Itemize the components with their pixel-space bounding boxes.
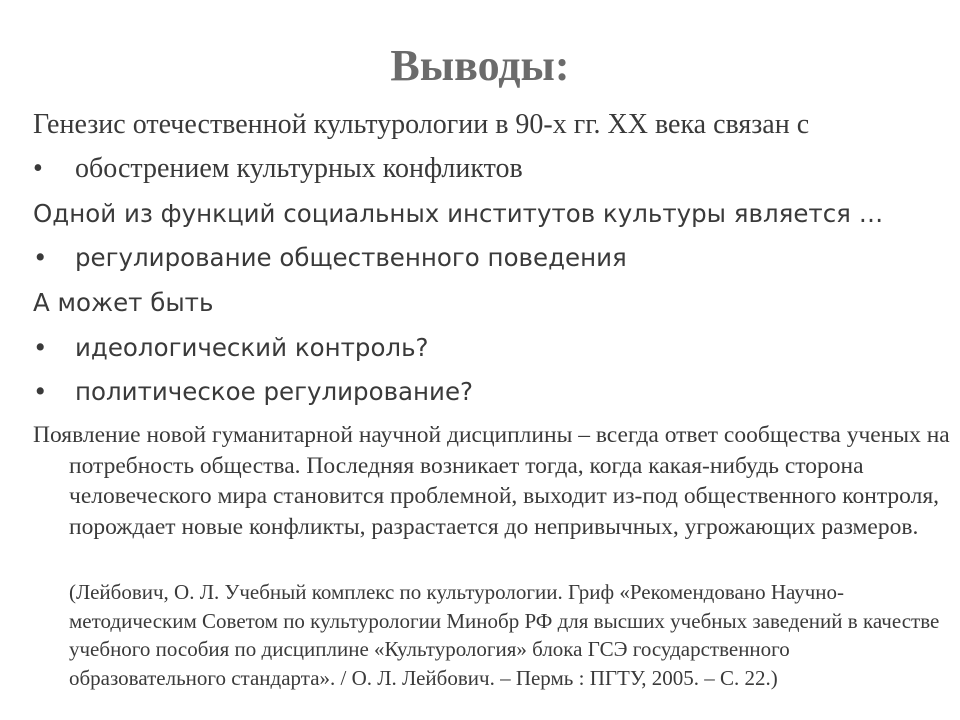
intro-line-maybe-text: А может быть [33, 288, 214, 317]
bullet-marker: • [33, 333, 48, 362]
slide-title: Выводы: [390, 41, 570, 90]
bullet-marker: • [33, 243, 48, 272]
citation-text: (Лейбович, О. Л. Учебный комплекс по культурологии. Гриф «Рекомендовано Научно-методическим Советом по культурологии Минобр РФ для высших учебных заведений в качестве учебного пособия по дисциплине «Культурология» блока ГСЭ государственного образовательного стандарта». / О. Л. Лейбович. – Пермь : ПГТУ, 2005. – С. 22.) [69, 580, 940, 690]
bullet-marker: • [33, 153, 43, 184]
bullet-item-ideology-text: идеологический контроль? [75, 333, 429, 362]
bullet-item-ideology [33, 333, 429, 362]
intro-line-genesis-text: Генезис отечественной культурологии в 90-х гг. ХХ века связан с [33, 109, 810, 140]
intro-line-maybe [33, 288, 213, 317]
bullet-item-politics-text: политическое регулирование? [75, 377, 474, 406]
bullet-item-conflicts [33, 153, 523, 185]
intro-line-functions-text: Одной из функций социальных институтов культуры является … [33, 199, 884, 228]
bullet-marker: • [33, 377, 48, 406]
bullet-item-regulation-text: регулирование общественного поведения [75, 243, 627, 272]
intro-line-functions [33, 199, 883, 228]
bullet-item-politics [33, 377, 473, 406]
quote-paragraph: Появление новой гуманитарной научной дисциплины – всегда ответ сообщества ученых на потребность общества. Последняя возникает тогда, когда какая-нибудь сторона человеческого мира становится проблемной, выходит из-под общественного контроля, порождает новые конфликты, разрастается до непривычных, угрожающих размеров. [33, 422, 950, 540]
intro-line-genesis [33, 109, 809, 141]
bullet-item-conflicts-text: обострением культурных конфликтов [75, 153, 523, 184]
bullet-item-regulation [33, 243, 627, 272]
